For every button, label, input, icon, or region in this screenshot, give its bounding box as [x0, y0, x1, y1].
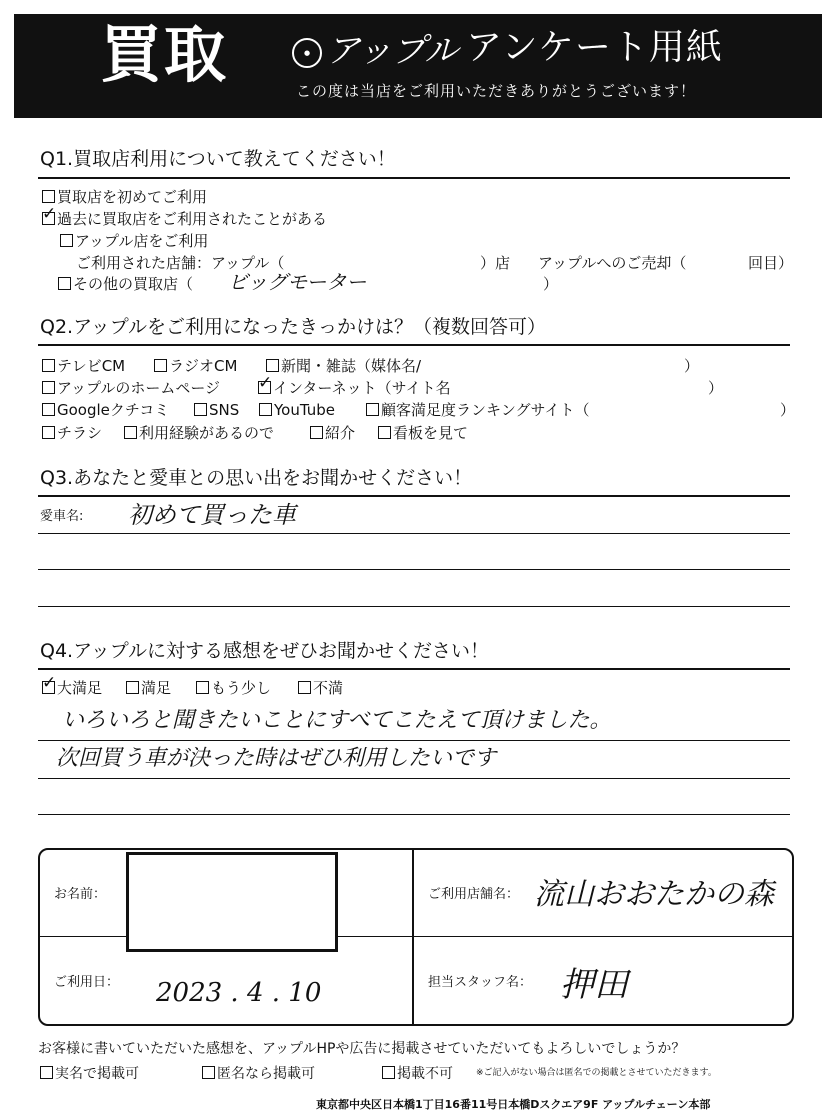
- consent-question: お客様に書いていただいた感想を、アップルHPや広告に掲載させていただいてもよろしいでしょうか？: [38, 1041, 686, 1057]
- store-label: ご利用店舗名：: [428, 887, 520, 902]
- checkbox[interactable]: [259, 403, 272, 416]
- q2-option-youtube-label: YouTube: [274, 401, 335, 419]
- name-label: お名前：: [54, 887, 107, 902]
- q1-store-suffix: ）店: [480, 254, 511, 272]
- checkbox[interactable]: [126, 681, 139, 694]
- q4-option-satisfied[interactable]: [126, 681, 171, 696]
- checkbox[interactable]: [42, 403, 55, 416]
- q4-option-very[interactable]: [42, 681, 102, 696]
- q2-option-flyer-label: チラシ: [57, 424, 103, 442]
- q2-option-referral-label: 紹介: [325, 424, 356, 442]
- checkbox[interactable]: [42, 190, 55, 203]
- q4-option-unsatisfied-label: 不満: [313, 679, 344, 697]
- checkbox[interactable]: [382, 1066, 395, 1079]
- consent-option-realname-label: 実名で掲載可: [55, 1066, 139, 1082]
- staff-label: 担当スタッフ名：: [428, 975, 533, 990]
- customer-info-panel: [38, 848, 794, 1026]
- q1-option-past[interactable]: [42, 212, 327, 227]
- q2-option-youtube[interactable]: [259, 403, 335, 418]
- q2-option-experience-label: 利用経験があるので: [139, 424, 275, 442]
- date-label: ご利用日：: [54, 975, 120, 990]
- checkbox[interactable]: [196, 681, 209, 694]
- q1-divider: [38, 177, 790, 179]
- q2-internet-close: ）: [708, 379, 724, 397]
- q2-option-flyer[interactable]: [42, 426, 102, 441]
- consent-option-no[interactable]: [382, 1066, 453, 1081]
- q2-option-homepage-label: アップルのホームページ: [57, 379, 221, 397]
- q2-option-signboard-label: 看板を見て: [393, 424, 469, 442]
- store-value: 流山おおたかの森: [534, 877, 774, 912]
- q1-option-past-label: 過去に買取店をご利用されたことがある: [57, 210, 328, 228]
- q1-option-apple-label: アップル店をご利用: [75, 232, 209, 250]
- checkbox[interactable]: [40, 1066, 53, 1079]
- checkbox[interactable]: [42, 426, 55, 439]
- q2-divider: [38, 344, 790, 346]
- q2-option-google[interactable]: [42, 403, 169, 418]
- q3-heading: Q3.あなたと愛車との思い出をお聞かせください！: [40, 467, 473, 489]
- consent-option-anonymous-label: 匿名なら掲載可: [217, 1066, 315, 1082]
- checkbox[interactable]: [310, 426, 323, 439]
- q4-line-3: [38, 814, 790, 815]
- redacted-name-box: [126, 852, 338, 952]
- header-badge: 買取: [100, 18, 229, 91]
- date-value: 2023 . 4 . 10: [156, 978, 322, 1008]
- q2-option-homepage[interactable]: [42, 381, 220, 396]
- checkbox[interactable]: [154, 359, 167, 372]
- checkbox[interactable]: [202, 1066, 215, 1079]
- q2-option-internet[interactable]: [258, 381, 451, 396]
- checkbox-checked[interactable]: [42, 212, 55, 225]
- q2-option-tvcm[interactable]: [42, 359, 125, 374]
- checkbox[interactable]: [60, 234, 73, 247]
- q4-comment-line-2: 次回買う車が決った時はぜひ利用したいです: [56, 746, 497, 771]
- checkbox[interactable]: [266, 359, 279, 372]
- q4-option-satisfied-label: 満足: [141, 679, 172, 697]
- q1-other-answer: ビッグモーター: [228, 270, 367, 294]
- checkbox[interactable]: [298, 681, 311, 694]
- checkbox[interactable]: [58, 277, 71, 290]
- checkbox-checked[interactable]: [42, 681, 55, 694]
- checkbox-checked[interactable]: [258, 381, 271, 394]
- q1-sell-count-label: アップルへのご売却（: [538, 254, 687, 272]
- q2-heading: Q2.アップルをご利用になったきっかけは？（複数回答可）: [40, 316, 546, 338]
- checkbox[interactable]: [42, 359, 55, 372]
- header-brand: アップル: [326, 31, 459, 71]
- q1-store-used-label: ご利用された店舗：アップル（: [76, 254, 285, 272]
- checkbox[interactable]: [378, 426, 391, 439]
- q2-ranking-close: ）: [780, 401, 796, 419]
- q4-heading: Q4.アップルに対する感想をぜひお聞かせください！: [40, 640, 489, 662]
- q1-option-first[interactable]: [42, 190, 207, 205]
- q2-option-ranking[interactable]: [366, 403, 590, 418]
- q2-option-google-label: Googleクチコミ: [57, 401, 170, 419]
- q3-line-3: [38, 606, 790, 607]
- q1-option-other-label: その他の買取店（: [73, 275, 194, 293]
- q2-option-tvcm-label: テレビCM: [57, 357, 126, 375]
- header-subtitle: この度は当店をご利用いただきありがとうございます！: [296, 82, 697, 100]
- q2-option-sns-label: SNS: [209, 401, 240, 419]
- checkbox[interactable]: [42, 381, 55, 394]
- q2-option-referral[interactable]: [310, 426, 355, 441]
- staff-value: 押田: [560, 965, 628, 1005]
- q2-option-radiocm[interactable]: [154, 359, 237, 374]
- apple-logo-icon: ●: [292, 38, 322, 68]
- q4-option-unsatisfied[interactable]: [298, 681, 343, 696]
- q2-option-radiocm-label: ラジオCM: [169, 357, 238, 375]
- q2-option-news[interactable]: [266, 359, 421, 374]
- q1-other-close: ）: [543, 275, 559, 293]
- consent-option-anonymous[interactable]: [202, 1066, 315, 1081]
- q1-option-first-label: 買取店を初めてご利用: [57, 188, 208, 206]
- q2-option-sns[interactable]: [194, 403, 239, 418]
- q3-line-2: [38, 569, 790, 570]
- header-banner: [14, 14, 822, 118]
- q2-option-news-label: 新聞・雑誌（媒体名/: [281, 357, 422, 375]
- q4-option-very-label: 大満足: [57, 679, 103, 697]
- checkbox[interactable]: [366, 403, 379, 416]
- q3-car-answer: 初めて買った車: [128, 501, 296, 529]
- q4-line-1: [38, 740, 790, 741]
- q1-heading: Q1.買取店利用について教えてください！: [40, 148, 396, 170]
- q4-comment-line-1: いろいろと聞きたいことにすべてこたえて頂けました。: [62, 708, 612, 733]
- q2-option-experience[interactable]: [124, 426, 274, 441]
- q2-option-ranking-label: 顧客満足度ランキングサイト（: [381, 401, 590, 419]
- q3-car-label: 愛車名:: [40, 509, 84, 524]
- checkbox[interactable]: [194, 403, 207, 416]
- checkbox[interactable]: [124, 426, 137, 439]
- q1-option-apple[interactable]: [60, 234, 208, 249]
- footer-address: 東京都中央区日本橋1丁目16番11号日本橋Dスクエア9F アップルチェーン本部: [316, 1098, 711, 1111]
- q4-line-2: [38, 778, 790, 779]
- consent-option-no-label: 掲載不可: [397, 1066, 453, 1082]
- q3-divider: [38, 495, 790, 497]
- q4-option-more-label: もう少し: [211, 679, 272, 697]
- q2-news-close: ）: [684, 357, 700, 375]
- q4-divider: [38, 668, 790, 670]
- q1-sell-count-suffix: 回目）: [748, 254, 794, 272]
- q2-option-signboard[interactable]: [378, 426, 468, 441]
- q2-option-internet-label: インターネット（サイト名: [273, 379, 451, 397]
- q1-option-other[interactable]: [58, 277, 193, 292]
- consent-note: ※ご記入がない場合は匿名での掲載とさせていただきます。: [476, 1068, 717, 1078]
- panel-divider-v: [412, 850, 414, 1024]
- consent-option-realname[interactable]: [40, 1066, 139, 1081]
- q4-option-more[interactable]: [196, 681, 271, 696]
- q3-line-1: [38, 533, 790, 534]
- header-title: アンケート用紙: [466, 27, 723, 68]
